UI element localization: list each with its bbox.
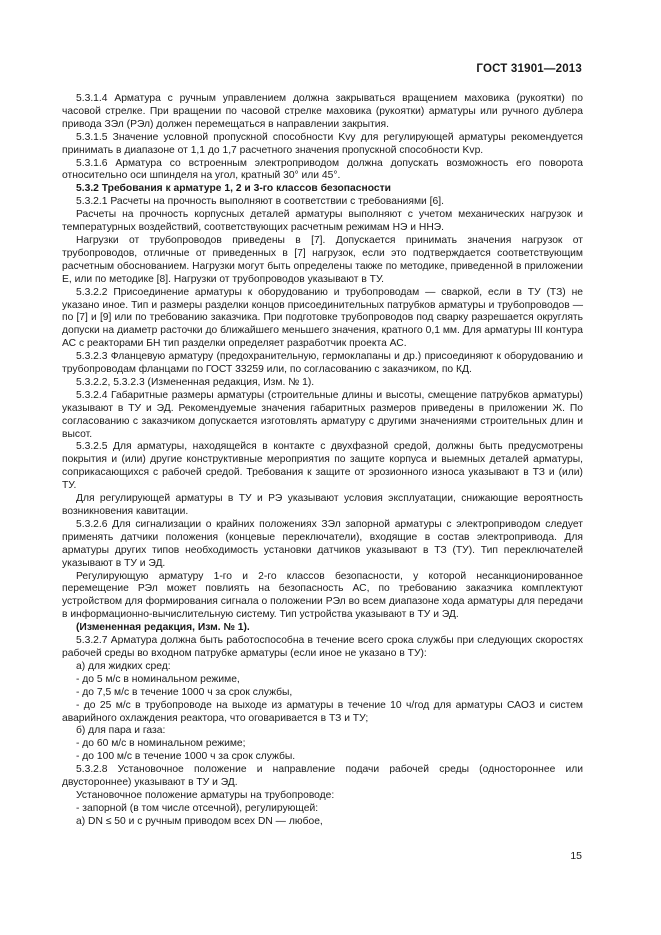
- document-body: [62, 93, 583, 829]
- paragraph: 5.3.2.3 Фланцевую арматуру (предохранительную, гермоклапаны и др.) присоединяют к оборудованию и трубопроводам фланцами по ГОСТ 33259 или, по согласованию с заказчиком, по КД.: [62, 351, 583, 376]
- paragraph: а) для жидких сред:: [76, 660, 171, 672]
- paragraph: б) для пара и газа:: [76, 725, 166, 737]
- paragraph: 5.3.2.2 Присоединение арматуры к оборудованию и трубопроводам — сваркой, если в ТУ (ТЗ) не указано иное. Тип и размеры разделки концов присоединительных патрубков арматуры и трубопроводов — по [7] и [9] или по требованию заказчика. При подготовке трубопроводов под сварку разрешается округлять допуски на диаметр расточки до ближайшего меньшего значения, кратного 0,1 мм. Для арматуры III контура АС с реакторами БН тип разделки определяет разработчик проекта АС.: [62, 286, 583, 350]
- paragraph: Расчеты на прочность корпусных деталей арматуры выполняют с учетом механических нагрузок и температурных воздействий, соответствующих расчетным режимам НЭ и ННЭ.: [62, 209, 583, 234]
- paragraph: 5.3.2.8 Установочное положение и направление подачи рабочей среды (одностороннее или двустороннее) указывают в ТУ и ЭД.: [62, 764, 583, 789]
- paragraph: 5.3.2.5 Для арматуры, находящейся в контакте с двухфазной средой, должны быть предусмотрены покрытия и (или) другие конструктивные мероприятия по защите корпуса и выемных деталей арматуры, соприкасающихся с рабочей средой. Требования к защите от эрозионного износа указывают в ТЗ и (или) ТУ.: [62, 441, 583, 492]
- paragraph: 5.3.2.4 Габаритные размеры арматуры (строительные длины и высоты, смещение патрубков арматуры) указывают в ТУ и ЭД. Рекомендуемые значения габаритных размеров приведены в приложении Ж. По согласованию с заказчиком допускается изготовлять арматуру с другими значениями строительных длин и высот.: [62, 389, 583, 440]
- paragraph: - до 7,5 м/с в течение 1000 ч за срок службы,: [76, 686, 293, 698]
- paragraph: - до 5 м/с в номинальном режиме,: [76, 673, 240, 685]
- paragraph: - до 60 м/с в номинальном режиме;: [76, 738, 246, 750]
- paragraph: а) DN ≤ 50 и с ручным приводом всех DN — любое,: [76, 815, 323, 827]
- paragraph: 5.3.2.2, 5.3.2.3 (Измененная редакция, Изм. № 1).: [76, 376, 315, 388]
- paragraph: - до 25 м/с в трубопроводе на выходе из арматуры в течение 10 ч/год для арматуры САОЗ и систем аварийного охлаждения реактора, что оговаривается в ТЗ и ТУ;: [62, 699, 583, 724]
- paragraph: 5.3.1.5 Значение условной пропускной способности Kvy для регулирующей арматуры рекомендуется принимать в диапазоне от 1,1 до 1,7 расчетного значения пропускной способности Kvp.: [62, 131, 583, 156]
- paragraph: 5.3.1.4 Арматура с ручным управлением должна закрываться вращением маховика (рукоятки) по часовой стрелке. При вращении по часовой стрелке маховика (рукоятки) арматуры или ручного дублера привода ЗЭл (РЭл) должен перемещаться в направлении закрытия.: [62, 93, 583, 130]
- paragraph: 5.3.1.6 Арматура со встроенным электроприводом должна допускать возможность его поворота относительно оси шпинделя на угол, кратный 30° или 45°.: [62, 157, 583, 182]
- page-number: 15: [570, 850, 582, 862]
- paragraph: 5.3.2.7 Арматура должна быть работоспособна в течение всего срока службы при следующих скоростях рабочей среды во входном патрубке арматуры (если иное не указано в ТУ):: [62, 635, 583, 659]
- paragraph: 5.3.2.6 Для сигнализации о крайних положениях ЗЭл запорной арматуры с электроприводом следует применять датчики положения (концевые переключатели), входящие в состав электропривода. Для арматуры других типов необходимость установки датчиков указывают в ТЗ (ТУ). Тип переключателей указывают в ТУ и ЭД.: [62, 518, 583, 569]
- paragraph: Для регулирующей арматуры в ТУ и РЭ указывают условия эксплуатации, снижающие вероятность возникновения кавитации.: [62, 493, 583, 517]
- document-header: ГОСТ 31901—2013: [476, 63, 582, 75]
- paragraph: Регулирующую арматуру 1-го и 2-го классов безопасности, у которой несанкционированное перемещение РЭл может повлиять на безопасность АС, по требованию заказчика комплектуют устройством для формирования сигнала о положении РЭл во всем диапазоне хода арматуры для передачи в информационно-вычислительную систему. Тип устройства указывают в ТУ и ЭД.: [62, 570, 583, 621]
- paragraph: Нагрузки от трубопроводов приведены в [7]. Допускается принимать значения нагрузок от трубопроводов, отличные от приведенных в [7] нагрузок, если это подтверждается соответствующим расчетным обоснованием. Нагрузки могут быть определены также по методике, приведенной в приложении Е, или по методике [8]. Нагрузки от трубопроводов указывают в ТУ.: [62, 234, 583, 285]
- paragraph: Установочное положение арматуры на трубопроводе:: [76, 789, 335, 801]
- paragraph: - запорной (в том числе отсечной), регулирующей:: [76, 802, 319, 814]
- paragraph: - до 100 м/с в течение 1000 ч за срок службы.: [76, 751, 296, 763]
- paragraph: (Измененная редакция, Изм. № 1).: [76, 622, 250, 634]
- paragraph: 5.3.2.1 Расчеты на прочность выполняют в соответствии с требованиями [6].: [76, 196, 444, 208]
- paragraph: 5.3.2 Требования к арматуре 1, 2 и 3-го классов безопасности: [76, 183, 391, 195]
